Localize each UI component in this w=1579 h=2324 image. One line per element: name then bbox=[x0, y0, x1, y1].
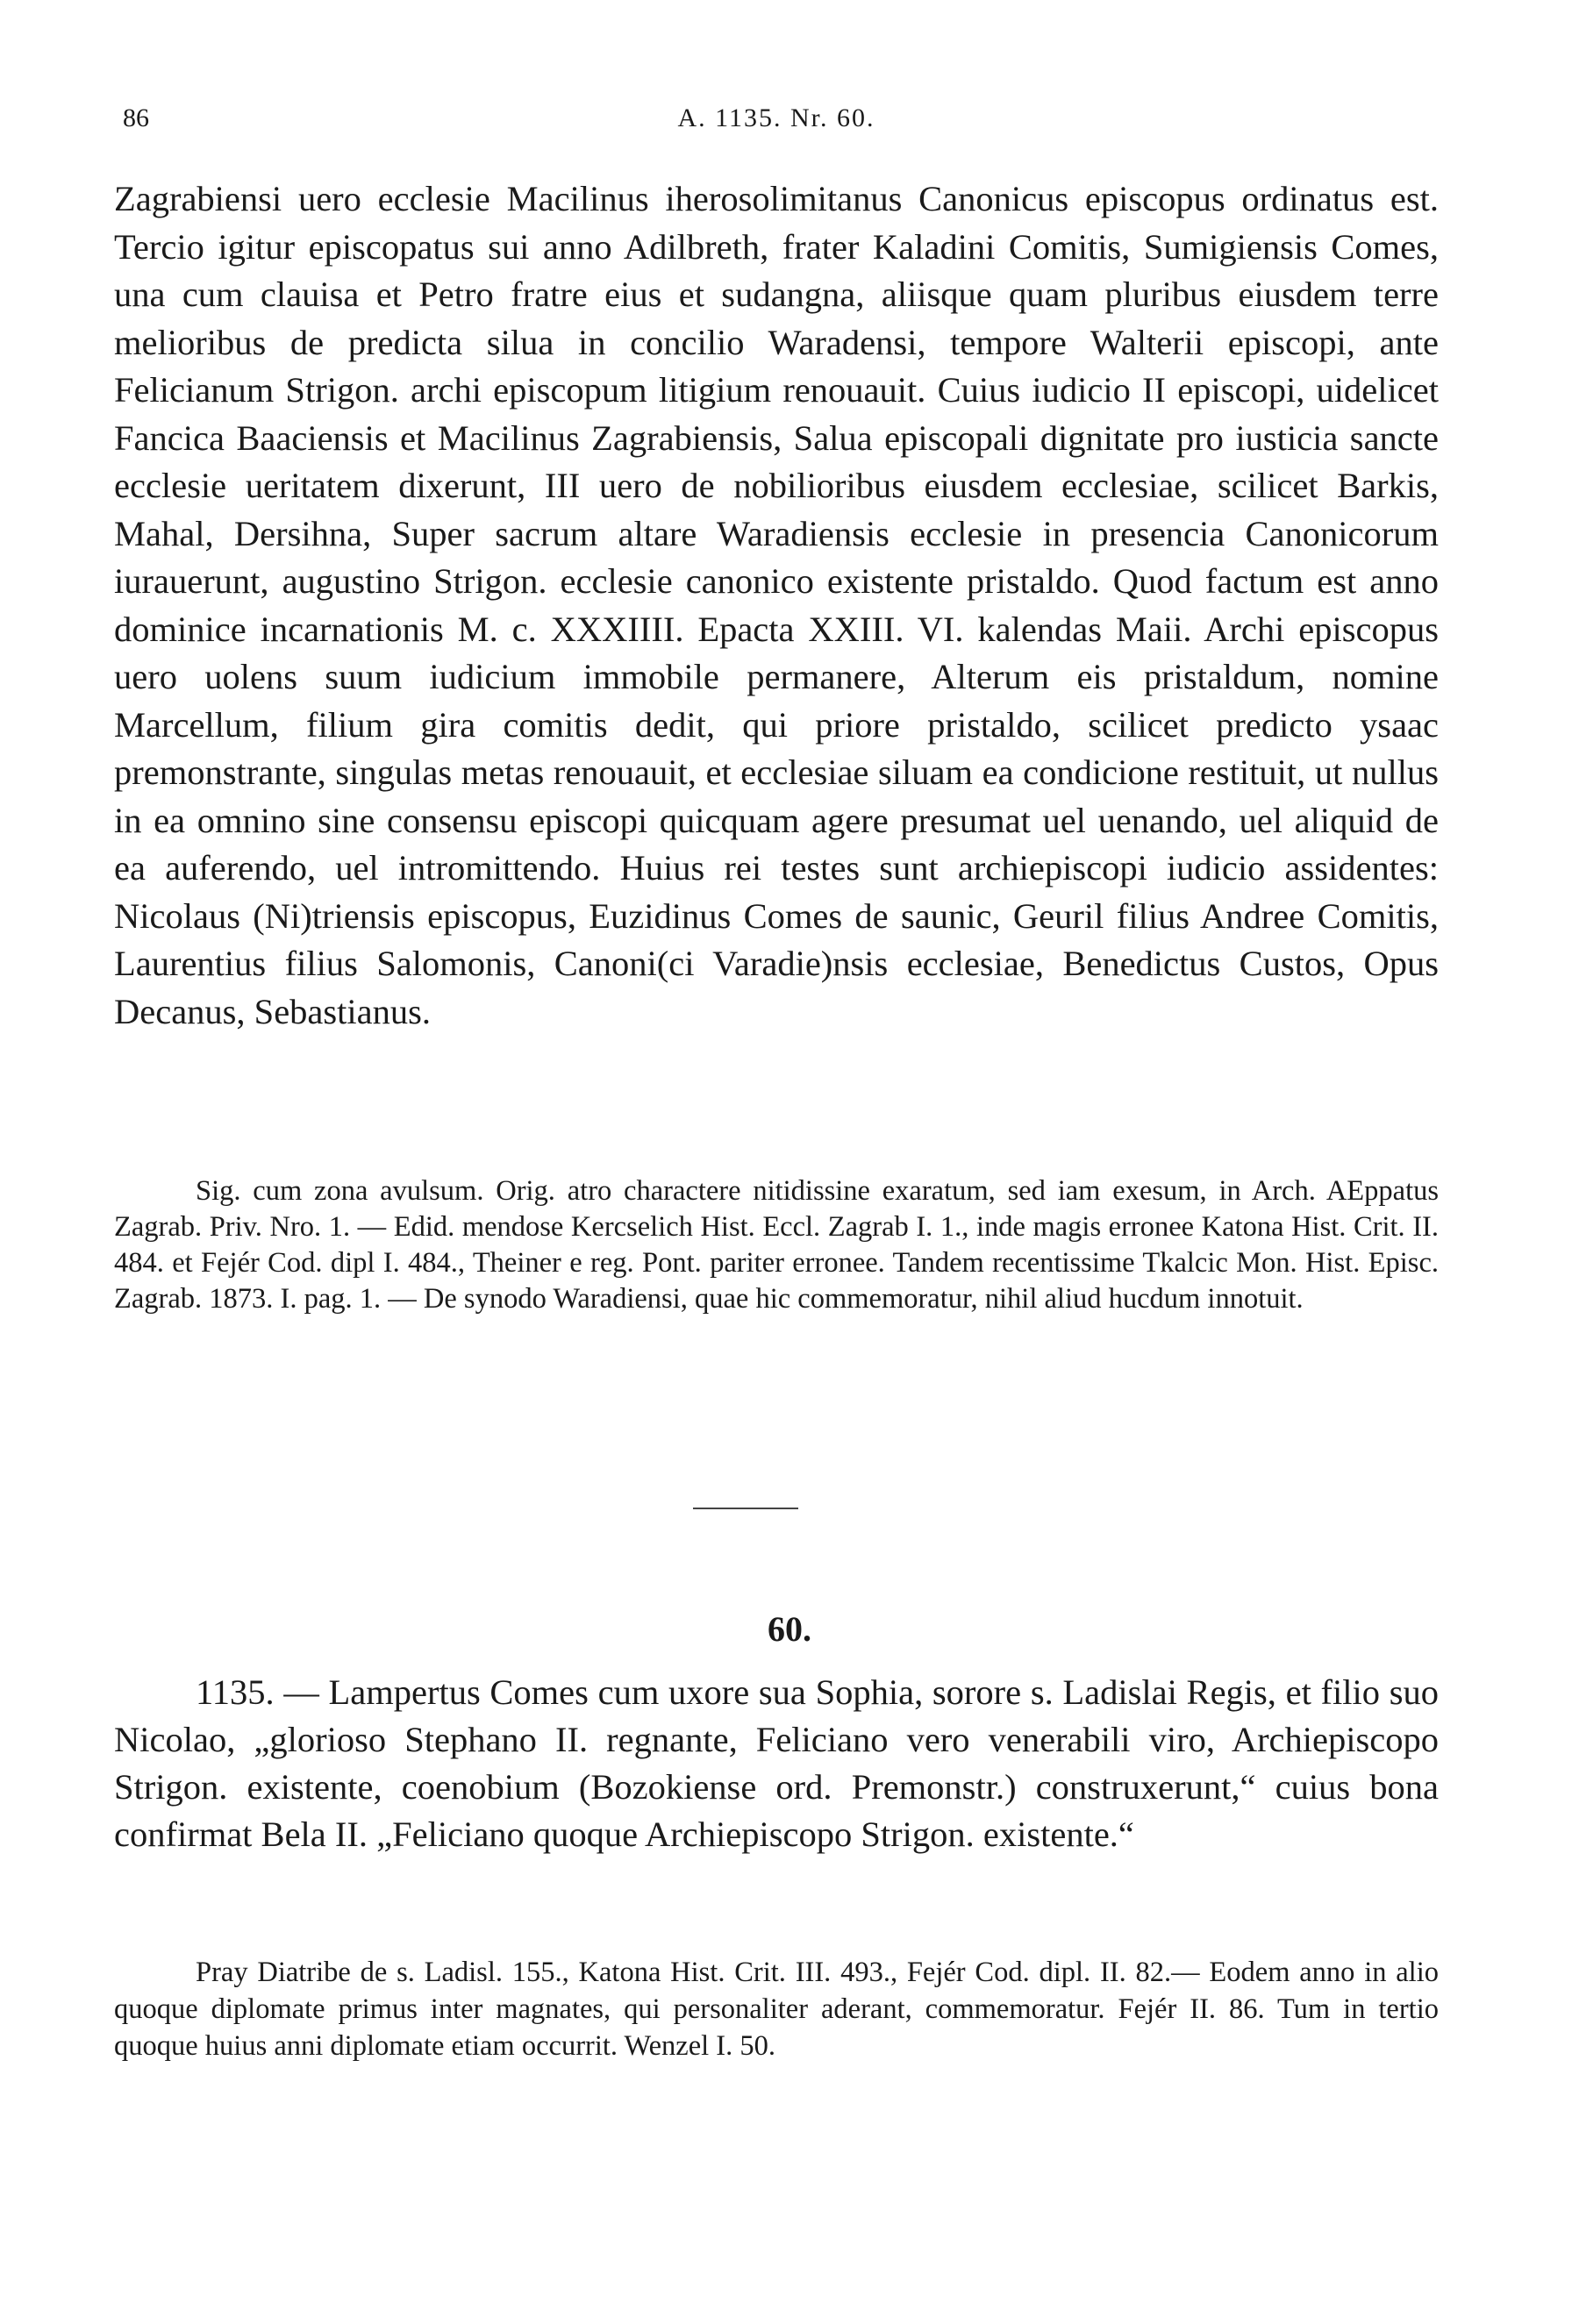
editorial-notes: Sig. cum zona avulsum. Orig. atro charactere nitidissine exaratum, sed iam exesum, in Arch. AEppatus Zagrab. Priv. Nro. 1. — Edid. mendose Kercselich Hist. Eccl. Zagrab I. 1., inde magis erronee Katona Hist. Crit. II. 484. et Fejér Cod. dipl I. 484., Theiner e reg. Pont. pariter erronee. Tandem recentissime Tkalcic Mon. Hist. Episc. Zagrab. 1873. I. pag. 1. — De synodo Waradiensi, quae hic commemoratur, nihil aliud hucdum innotuit. bbox=[114, 1175, 1439, 1315]
regest-notes: Pray Diatribe de s. Ladisl. 155., Katona Hist. Crit. III. 493., Fejér Cod. dipl. II. 82.— Eodem anno in alio quoque diplomate primus inter magnates, qui personaliter aderant, commemoratur. Fejér II. 86. Tum in tertio quoque huius anni diplomate etiam occurrit. Wenzel I. 50. bbox=[114, 1957, 1439, 2062]
section-divider bbox=[693, 1508, 798, 1509]
page-number: 86 bbox=[123, 103, 149, 132]
page-header bbox=[114, 103, 1439, 139]
document-number: 60. bbox=[768, 1609, 811, 1649]
regest-text: 1135. — Lampertus Comes cum uxore sua Sophia, sorore s. Ladislai Regis, et filio suo Nicolao, „glorioso Stephano II. regnante, Feliciano vero venerabili viro, Archiepiscopo Strigon. existente, coenobium (Bozokiense ord. Premonstr.) construxerunt,“ cuius bona confirmat Bela II. „Feliciano quoque Archiepiscopo Strigon. existente.“ bbox=[114, 1672, 1439, 1854]
running-head: A. 1135. Nr. 60. bbox=[677, 103, 875, 132]
charter-text: Zagrabiensi uero ecclesie Macilinus iherosolimitanus Canonicus episcopus ordinatus est. Tercio igitur episcopatus sui anno Adilbreth, frater Kaladini Comitis, Sumigiensis Comes, una cum clauisa et Petro fratre eius et sudangna, aliisque quam pluribus eiusdem terre melioribus de predicta silua in concilio Waradensi, tempore Walterii episcopi, ante Felicianum Strigon. archi episcopum litigium renouauit. Cuius iudicio II episcopi, uidelicet Fancica Baaciensis et Macilinus Zagrabiensis, Salua episcopali dignitate pro iusticia sancte ecclesie ueritatem dixerunt, III uero de nobilioribus eiusdem ecclesiae, scilicet Barkis, Mahal, Dersihna, Super sacrum altare Waradiensis ecclesie in presencia Canonicorum iurauerunt, augustino Strigon. ecclesie canonico existente pristaldo. Quod factum est anno dominice incarnationis M. c. XXXIIII. Epacta XXIII. VI. kalendas Maii. Archi episcopus uero uolens suum iudicium immobile permanere, Alterum eis pristaldum, nomine Marcellum, filium gira comitis dedit, qui priore pristaldo, scilicet predicto ysaac premonstrante, singulas metas renouauit, et ecclesiae siluam ea condicione restituit, ut nullus in ea omnino sine consensu episcopi quicquam agere presumat uel uenando, uel aliquid de ea auferendo, uel intromittendo. Huius rei testes sunt archiepiscopi iudicio assidentes: Nicolaus (Ni)triensis episcopus, Euzidinus Comes de saunic, Geuril filius Andree Comitis, Laurentius filius Salomonis, Canoni(ci Varadie)nsis ecclesiae, Benedictus Custos, Opus Decanus, Sebastianus. bbox=[114, 179, 1439, 1031]
